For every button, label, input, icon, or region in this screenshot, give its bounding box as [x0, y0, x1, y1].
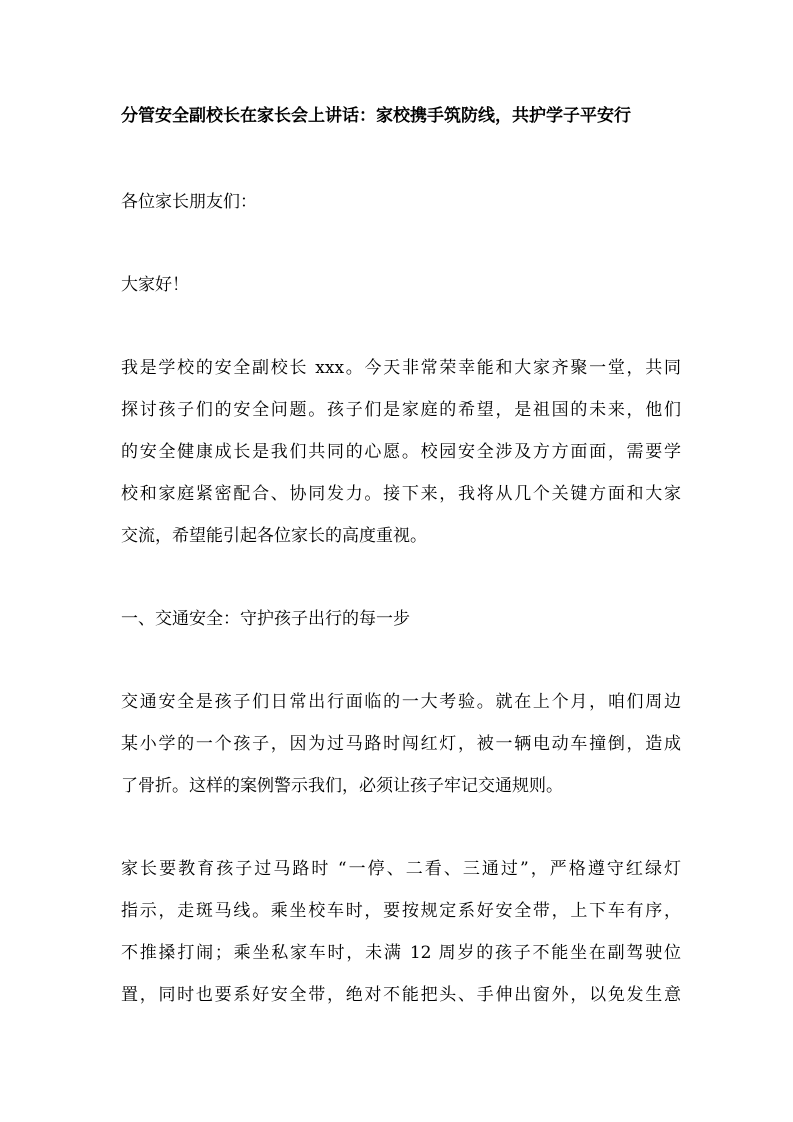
greeting: 大家好！: [121, 275, 189, 295]
paragraph-line: 交通安全是孩子们日常出行面临的一大考验。就在上个月，咱们周边: [121, 692, 681, 712]
paragraph-line: 家长要教育孩子过马路时 “一停、二看、三通过”，严格遵守红绿灯: [121, 859, 681, 879]
paragraph-line: 不推搡打闹；乘坐私家车时，未满 12 周岁的孩子不能坐在副驾驶位: [121, 943, 681, 963]
document-title: 分管安全副校长在家长会上讲话：家校携手筑防线，共护学子平安行: [121, 106, 631, 126]
salutation: 各位家长朋友们：: [121, 192, 257, 212]
paragraph-line: 交流，希望能引起各位家长的高度重视。: [121, 526, 427, 546]
section-heading: 一、交通安全：守护孩子出行的每一步: [121, 609, 410, 629]
paragraph-line: 了骨折。这样的案例警示我们，必须让孩子牢记交通规则。: [121, 776, 563, 796]
paragraph-line: 的安全健康成长是我们共同的心愿。校园安全涉及方方面面，需要学: [121, 442, 681, 462]
paragraph-line: 指示，走斑马线。乘坐校车时，要按规定系好安全带，上下车有序，: [121, 901, 681, 921]
paragraph-line: 校和家庭紧密配合、协同发力。接下来，我将从几个关键方面和大家: [121, 484, 681, 504]
paragraph-line: 某小学的一个孩子，因为过马路时闯红灯，被一辆电动车撞倒，造成: [121, 734, 681, 754]
paragraph-line: 探讨孩子们的安全问题。孩子们是家庭的希望，是祖国的未来，他们: [121, 400, 681, 420]
paragraph-line: 我是学校的安全副校长 xxx。今天非常荣幸能和大家齐聚一堂，共同: [121, 358, 681, 378]
paragraph-line: 置，同时也要系好安全带，绝对不能把头、手伸出窗外，以免发生意: [121, 985, 681, 1005]
